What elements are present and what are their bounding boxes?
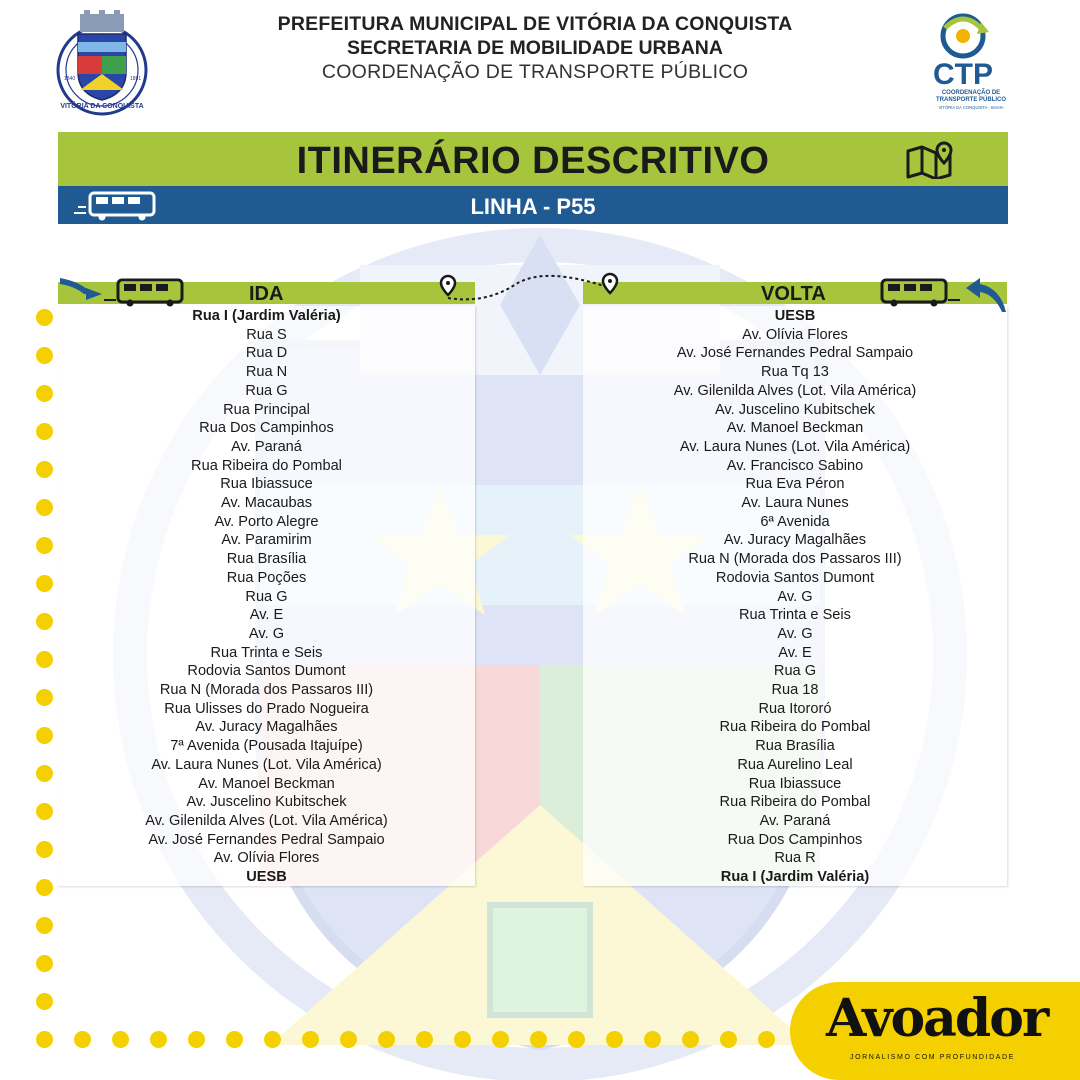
crest-year-left: 1840 [64, 76, 76, 82]
decorative-dot [36, 917, 53, 934]
ida-stop-list [58, 306, 475, 887]
ida-stop: Av. E [249, 607, 284, 624]
crest-logo [52, 8, 152, 120]
ida-stop: Av. José Fernandes Pedral Sampaio [148, 831, 385, 848]
ida-stop: Rodovia Santos Dumont [187, 663, 346, 680]
volta-stop: Rua G [773, 663, 817, 680]
volta-stop: Av. Manoel Beckman [726, 420, 864, 437]
ida-stop: Av. Olívia Flores [213, 850, 320, 867]
decorative-dot [36, 385, 53, 402]
decorative-dot [644, 1031, 661, 1048]
ida-column [58, 306, 475, 886]
volta-stop: Av. E [778, 644, 812, 661]
decorative-dot [36, 993, 53, 1010]
decorative-dot [74, 1031, 91, 1048]
avoador-logo: Avoador [826, 988, 1048, 1049]
volta-stop: Rua I (Jardim Valéria) [720, 869, 870, 886]
volta-stop: Av. Juracy Magalhães [723, 532, 867, 549]
volta-stop: Av. Laura Nunes (Lot. Vila América) [679, 438, 911, 455]
decorative-dot [36, 841, 53, 858]
volta-stop-list [583, 306, 1007, 887]
ida-stop: Rua Dos Campinhos [199, 420, 334, 437]
volta-stop: UESB [774, 308, 816, 324]
volta-stop: Av. José Fernandes Pedral Sampaio [676, 345, 914, 362]
decorative-dot [36, 461, 53, 478]
ida-stop: Av. Porto Alegre [214, 513, 319, 530]
header-line-2: SECRETARIA DE MOBILIDADE URBANA [347, 37, 723, 59]
decorative-dot [188, 1031, 205, 1048]
decorative-dot [36, 879, 53, 896]
ida-stop: Rua D [245, 345, 288, 362]
decorative-dot [340, 1031, 357, 1048]
location-pin-icon [603, 274, 617, 293]
volta-stop: Rua Dos Campinhos [727, 831, 863, 848]
decorative-dot [36, 537, 53, 554]
header-line-1: PREFEITURA MUNICIPAL DE VITÓRIA DA CONQUISTA [277, 13, 793, 35]
volta-stop: Rua Eva Péron [745, 476, 845, 493]
ida-stop: Rua I (Jardim Valéria) [192, 308, 341, 324]
route-connector [436, 270, 622, 308]
volta-stop: Rua Ribeira do Pombal [719, 719, 871, 736]
ida-stop: Rua S [246, 326, 287, 343]
avoador-badge [790, 982, 1080, 1080]
decorative-dot [150, 1031, 167, 1048]
volta-stop: Av. Paraná [759, 812, 831, 829]
decorative-dot [36, 309, 53, 326]
decorative-dot [568, 1031, 585, 1048]
volta-stop: Rua Ribeira do Pombal [719, 794, 871, 811]
ctp-acronym: CTP [933, 58, 993, 91]
ida-stop: Rua Ibiassuce [220, 476, 313, 493]
volta-stop: Rua Trinta e Seis [739, 607, 851, 624]
decorative-dot [36, 765, 53, 782]
ctp-name-line1: COORDENAÇÃO DE [941, 90, 1001, 96]
header-text [200, 12, 870, 84]
volta-stop: Av. Gilenilda Alves (Lot. Vila América) [673, 382, 917, 399]
volta-stop: Av. Juscelino Kubitschek [714, 401, 876, 418]
decorative-dot [36, 803, 53, 820]
line-label: LINHA - P55 [470, 194, 596, 219]
decorative-dot [36, 423, 53, 440]
ctp-name-line2: TRANSPORTE PÚBLICO [935, 97, 1007, 103]
decorative-dot [112, 1031, 129, 1048]
decorative-dot [36, 1031, 53, 1048]
ida-stop: Rua Poções [226, 569, 307, 586]
ida-stop: Rua Principal [223, 401, 310, 418]
volta-stop: Av. G [777, 625, 813, 642]
decorative-dot [720, 1031, 737, 1048]
location-pin-icon [441, 276, 455, 295]
decorative-dot [416, 1031, 433, 1048]
ida-stop: Rua G [245, 382, 288, 399]
decorative-dot [36, 651, 53, 668]
ida-bus-icon [58, 272, 190, 308]
volta-stop: Av. Francisco Sabino [726, 457, 864, 474]
line-band [58, 186, 1008, 224]
decorative-dot [454, 1031, 471, 1048]
ida-stop: Av. Gilenilda Alves (Lot. Vila América) [145, 812, 388, 829]
volta-stop: Rua R [774, 850, 816, 867]
ida-stop: Rua N (Morada dos Passaros III) [159, 682, 374, 699]
ida-stop: Av. Macaubas [220, 495, 313, 512]
ida-stop: Rua Ulisses do Prado Nogueira [164, 700, 369, 717]
volta-stop: Av. G [777, 588, 813, 605]
crest-year-right: 1891 [130, 76, 142, 82]
ida-stop: Av. Paraná [231, 438, 302, 455]
title-band [58, 132, 1008, 186]
decorative-dot [264, 1031, 281, 1048]
volta-stop: Rua Ibiassuce [748, 775, 842, 792]
ida-stop: Av. Manoel Beckman [198, 775, 335, 792]
decorative-dot [36, 727, 53, 744]
ida-stop: Rua Ribeira do Pombal [191, 457, 342, 474]
volta-stop: Rua Itororó [758, 700, 832, 717]
ida-stop: Rua N [245, 364, 288, 381]
decorative-dot [492, 1031, 509, 1048]
volta-stop: Av. Olívia Flores [742, 326, 848, 343]
decorative-dot [36, 689, 53, 706]
decorative-dot [758, 1031, 775, 1048]
ctp-city: VITÓRIA DA CONQUISTA - BAHIA [938, 105, 1004, 110]
ctp-logo [915, 8, 1025, 118]
decorative-dot [36, 347, 53, 364]
decorative-dot [378, 1031, 395, 1048]
decorative-dot [36, 613, 53, 630]
decorative-dot [226, 1031, 243, 1048]
decorative-dot [302, 1031, 319, 1048]
volta-stop: Rua Aurelino Leal [737, 756, 853, 773]
page-title: ITINERÁRIO DESCRITIVO [296, 140, 770, 182]
decorative-dot [530, 1031, 547, 1048]
ida-stop: Av. Juracy Magalhães [195, 719, 338, 736]
ida-stop: Av. Laura Nunes (Lot. Vila América) [151, 756, 382, 773]
decorative-dot [36, 499, 53, 516]
volta-stop: Rua 18 [771, 682, 819, 699]
ida-stop: UESB [246, 869, 287, 886]
crest-text: VITÓRIA DA CONQUISTA [60, 103, 144, 110]
ida-stop: Rua G [245, 588, 288, 605]
ida-stop: Rua Brasília [226, 551, 307, 568]
ida-stop: Av. Juscelino Kubitschek [186, 794, 347, 811]
ida-stop: Av. Paramirim [221, 532, 312, 549]
volta-stop: Rua Brasília [755, 738, 835, 755]
map-icon [904, 141, 960, 179]
volta-label: VOLTA [761, 283, 826, 305]
volta-stop: 6ª Avenida [760, 513, 830, 530]
ida-stop: Rua Trinta e Seis [210, 644, 323, 661]
decorative-dot [36, 575, 53, 592]
volta-column [583, 306, 1007, 886]
avoador-tagline: JORNALISMO COM PROFUNDIDADE [850, 1054, 1015, 1061]
ida-label: IDA [249, 283, 284, 305]
decorative-dot [606, 1031, 623, 1048]
ida-stop: Av. G [248, 625, 285, 642]
decorative-dot [682, 1031, 699, 1048]
volta-bus-icon [876, 272, 1008, 316]
volta-stop: Rua Tq 13 [761, 364, 829, 381]
volta-stop: Av. Laura Nunes [741, 495, 849, 512]
ida-stop: 7ª Avenida (Pousada Itajuípe) [170, 738, 363, 755]
volta-stop: Rodovia Santos Dumont [715, 569, 875, 586]
decorative-dot [36, 955, 53, 972]
volta-stop: Rua N (Morada dos Passaros III) [688, 551, 902, 568]
header-line-3: COORDENAÇÃO DE TRANSPORTE PÚBLICO [321, 61, 749, 83]
